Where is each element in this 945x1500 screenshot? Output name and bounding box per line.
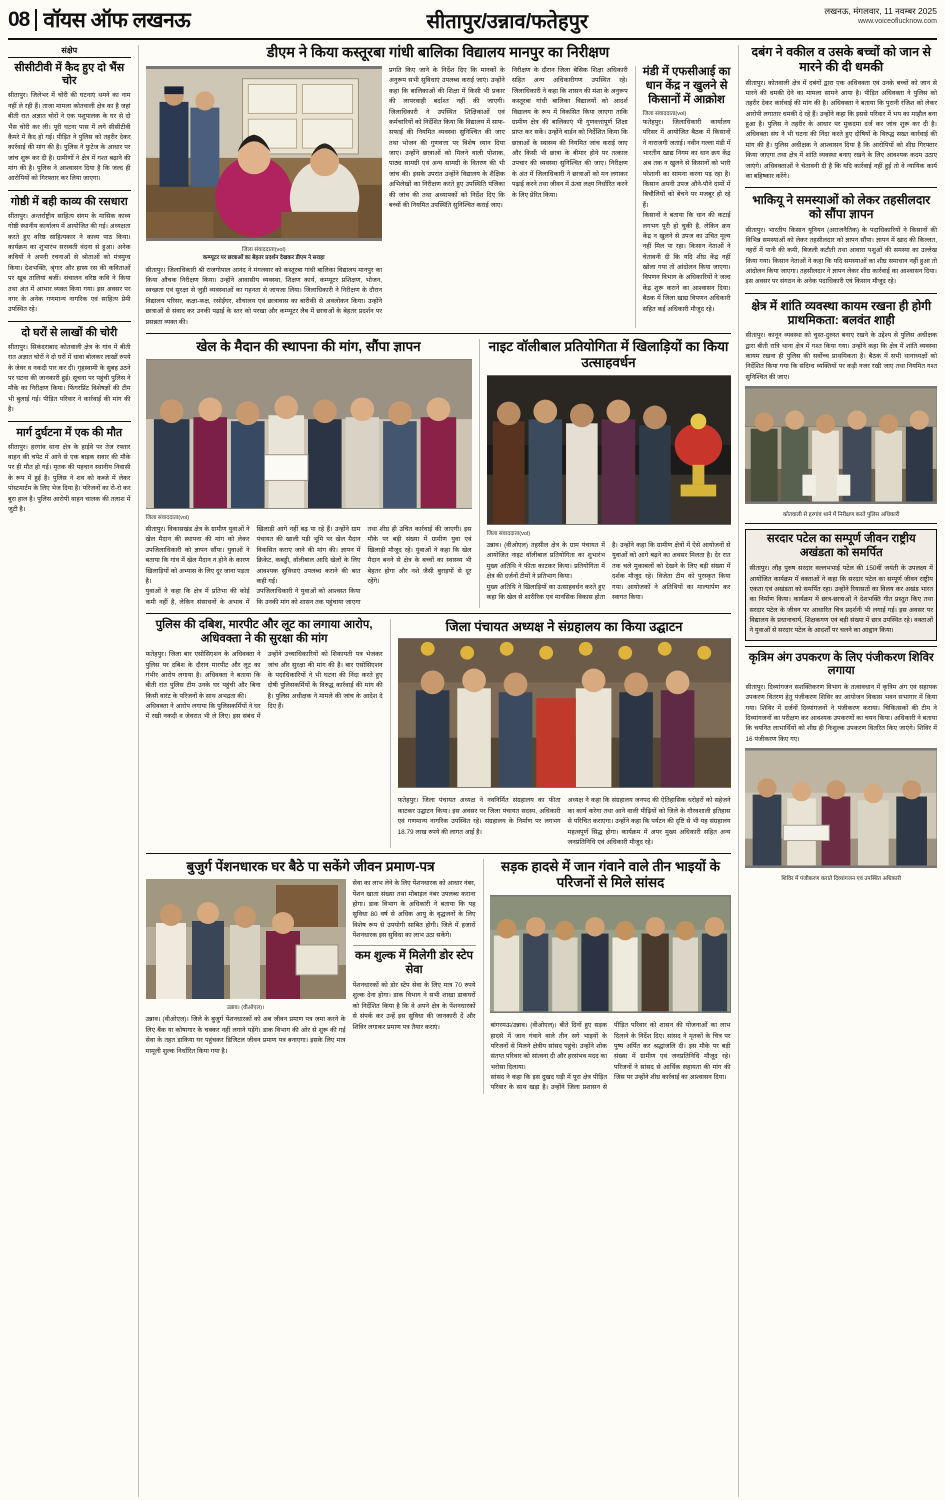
pension-col1: उन्नाव। (वीओएल)। जिले के बुजुर्ग पेंशनधारकों को अब जीवन प्रमाण पत्र जमा करने के लिए बैंक या कोषागार के चक्कर नहीं लगाने पड़ेंगे। डाक विभाग की ओर से शुरू की गई सेवा के तहत डाकिया घर पहुंचकर डिजिटल जीवन प्रमाण पत्र बनाएगा। इसके लिए मात्र मामूली शुल्क निर्धारित किया गया है। <box>145 1016 346 1055</box>
lead-col3: निरीक्षण के दौरान जिला बेसिक शिक्षा अधिकारी सहित अन्य अधिकारीगण उपस्थित रहे। जिलाधिकारी ने कहा कि शासन की मंशा के अनुरूप कस्तूरबा गांधी बालिका विद्यालयों को आदर्श विद्यालय के रूप में विकसित किया जाएगा ताकि ग्रामीण क्षेत्र की बालिकाएं भी गुणवत्तापूर्ण शिक्षा प्राप्त कर सकें। उन्होंने वार्डन को निर्देशित किया कि छात्राओं के स्वास्थ्य की नियमित जांच कराई जाए और किसी भी छात्रा के बीमार होने पर तत्काल उपचार की व्यवस्था सुनिश्चित की जाए। निरीक्षण के अंत में जिलाधिकारी ने छात्राओं को मन लगाकर पढ़ाई करने तथा जीवन में ऊंचा लक्ष्य निर्धारित करने के लिए प्रेरित किया। <box>511 67 628 199</box>
khel-body <box>146 525 472 608</box>
brief-4-headline: मार्ग दुर्घटना में एक की मौत <box>16 426 123 439</box>
brief-3-text: सीतापुर। सिकंदराबाद कोतवाली क्षेत्र के गांव में बीती रात अज्ञात चोरों ने दो घरों में धावा बोलकर लाखों रुपये के जेवर व नकदी पार कर दी। गृहस्वामी के सुबह उठने पर घटना की जानकारी हुई। सूचना पर पहुंची पुलिस ने मौके का निरीक्षण किया। फिंगरप्रिंट विशेषज्ञों की टीम भी बुलाई गई। पीड़ित परिवार ने कार्रवाई की मांग की है। <box>8 343 131 414</box>
right-4-text: सीतापुर। लौह पुरुष सरदार वल्लभभाई पटेल की 150वीं जयंती के उपलक्ष्य में आयोजित कार्यक्रम में वक्ताओं ने कहा कि सरदार पटेल का सम्पूर्ण जीवन राष्ट्रीय एकता एवं अखंडता को समर्पित रहा। उन्होंने रियासतों का विलय कर अखंड भारत का निर्माण किया। कार्यक्रम में छात्र-छात्राओं ने देशभक्ति गीत प्रस्तुत किए तथा सरदार पटेल के जीवन पर आधारित चित्र प्रदर्शनी भी लगाई गई। इस अवसर पर विद्यालय के प्रधानाचार्य, शिक्षकगण एवं बड़ी संख्या में छात्र उपस्थित रहे। वक्ताओं ने युवाओं से सरदार पटेल के आदर्शों पर चलने का आह्वान किया। <box>749 565 933 635</box>
panchayat-body <box>398 796 731 848</box>
lead-col3-block <box>512 66 628 328</box>
pension-sub-divider <box>353 945 476 946</box>
brief-story-1 <box>8 62 131 185</box>
website-url[interactable]: www.voiceoflucknow.com <box>858 18 937 26</box>
volleyball-col1: उन्नाव। (वीओएल) तहसील क्षेत्र के ग्राम पंचायत में आयोजित नाइट वॉलीबाल प्रतियोगिता का शुभारंभ मुख्य अतिथि ने फीता काटकर किया। प्रतियोगिता में क्षेत्र की दर्जनों टीमों ने प्रतिभाग किया। <box>486 542 605 581</box>
pension-top-band <box>146 879 476 1057</box>
brief-1-headline: सीसीटीवी में कैद हुए दो भैंस चोर <box>14 62 125 88</box>
volleyball-story <box>487 339 731 608</box>
right-5-headline: कृत्रिम अंग उपकरण के लिए पंजीकरण शिविर लगाया <box>748 651 934 678</box>
vertical-rule-4 <box>483 859 484 1093</box>
accident-col2: सांसद ने कहा कि इस दुखद घड़ी में पूरा क्षेत्र पीड़ित परिवार के साथ खड़ा है। उन्होंने जिला प्रशासन से पीड़ित परिवार को शासन की योजनाओं का लाभ दिलाने के निर्देश दिए। सांसद ने मृतकों के चित्र पर पुष्प अर्पित कर श्रद्धांजलि दी। इस मौके पर बड़ी संख्या में ग्रामीण एवं जनप्रतिनिधि मौजूद रहे। परिजनों ने सांसद से आर्थिक सहायता की मांग की जिस पर उन्होंने शीघ्र कार्रवाई का आश्वासन दिया। <box>490 1022 731 1092</box>
lead-body-band <box>146 66 731 328</box>
masthead <box>8 6 937 40</box>
khel-photo <box>146 359 472 509</box>
pension-col2-block <box>353 879 476 1057</box>
right-story-1 <box>745 45 937 182</box>
volleyball-headline: नाइट वॉलीबाल प्रतियोगिता में खिलाड़ियों का किया उत्साहवर्धन <box>488 338 729 370</box>
right-4-headline: सरदार पटेल का सम्पूर्ण जीवन राष्ट्रीय अखंडता को समर्पित <box>766 533 916 559</box>
lead-col1: सीतापुर। जिलाधिकारी श्री राजगोपाल आनंद ने मंगलवार को कस्तूरबा गांधी बालिका विद्यालय मानपुर का किया औचक निरीक्षण किया। उन्होंने आवासीय व्यवस्था, शिक्षण कार्य, कम्प्यूटर प्रशिक्षण, भोजन, स्वच्छता एवं सुरक्षा से जुड़ी व्यवस्थाओं का गहनता से जायजा लिया। जिलाधिकारी ने निरीक्षण के दौरान विद्यालय परिसर, कक्षा-कक्ष, रसोईघर, शौचालय एवं छात्रावास का बारीकी से अवलोकन किया। उन्होंने छात्राओं से संवाद कर उनकी पढ़ाई के स्तर को परखा और कम्प्यूटर लैब में छात्राओं के बेहतर प्रदर्शन पर प्रसन्नता व्यक्त की। <box>145 266 383 326</box>
main-column <box>146 45 731 1497</box>
vertical-rule-2 <box>479 339 480 608</box>
panchayat-story <box>398 619 731 848</box>
khel-credit: जिला संवाददाता(vol) <box>145 514 190 521</box>
khel-col3: उपजिलाधिकारी ने युवाओं को आश्वस्त किया कि उनकी मांग को शासन तक पहुंचाया जाएगा तथा शीघ्र ही उचित कार्रवाई की जाएगी। इस मौके पर बड़ी संख्या में ग्रामीण युवा एवं खिलाड़ी मौजूद रहे। युवाओं ने कहा कि खेल मैदान बनने से क्षेत्र के बच्चों का स्वास्थ्य भी बेहतर होगा और नशे जैसी बुराइयों से दूर रहेंगे। <box>256 526 472 606</box>
volleyball-body <box>487 541 731 603</box>
brief-4-text: सीतापुर। हरगांव थाना क्षेत्र के हाईवे पर तेज रफ्तार वाहन की चपेट में आने से एक बाइक सवार की मौके पर ही मौत हो गई। मृतक की पहचान स्थानीय निवासी के रूप में हुई है। पुलिस ने शव को कब्जे में लेकर पोस्टमार्टम के लिए भेज दिया है। परिजनों का रो-रो कर बुरा हाल है। पुलिस आरोपी वाहन चालक की तलाश में जुटी है। <box>8 443 131 513</box>
main-divider-1 <box>146 333 731 334</box>
accident-body <box>490 1021 730 1094</box>
right-2-text: सीतापुर। भारतीय किसान यूनियन (अराजनैतिक) के पदाधिकारियों ने किसानों की विभिन्न समस्याओं को लेकर तहसीलदार को ज्ञापन सौंपा। ज्ञापन में खाद की किल्लत, नहरों में पानी की कमी, बिजली कटौती तथा आवारा पशुओं की समस्या का उल्लेख किया गया। किसान नेताओं ने कहा कि यदि समस्याओं का शीघ्र समाधान नहीं हुआ तो आंदोलन किया जाएगा। तहसीलदार ने ज्ञापन लेकर शीघ्र कार्रवाई का आश्वासन दिया। इस अवसर पर संगठन के अनेक पदाधिकारी एवं किसान मौजूद रहे। <box>745 226 937 286</box>
volleyball-col2: मुख्य अतिथि ने खिलाड़ियों का उत्साहवर्धन करते हुए कहा कि खेल से शारीरिक एवं मानसिक विकास होता है। उन्होंने कहा कि ग्रामीण क्षेत्रों में ऐसे आयोजनों से युवाओं को आगे बढ़ने का अवसर मिलता है। देर रात तक चले मुकाबलों को देखने के लिए बड़ी संख्या में दर्शक मौजूद रहे। विजेता टीम को पुरस्कृत किया गया। आयोजकों ने अतिथियों का माल्यार्पण कर स्वागत किया। <box>486 542 731 601</box>
vertical-rule-lead <box>635 66 636 328</box>
police-panchayat-band <box>146 619 731 848</box>
right-3-caption: कोतवाली से हरगांव थाने में निरीक्षण करते पुलिस अधिकारी <box>783 512 900 518</box>
accident-photo <box>490 895 730 1013</box>
panchayat-col2: अध्यक्ष ने कहा कि संग्रहालय जनपद की ऐतिहासिक धरोहरों को सहेजने का कार्य करेगा तथा आने वाली पीढ़ियों को जिले के गौरवशाली इतिहास से परिचित कराएगा। उन्होंने कहा कि पर्यटन की दृष्टि से भी यह संग्रहालय महत्वपूर्ण सिद्ध होगा। कार्यक्रम में अपर मुख्य अधिकारी सहित अन्य जनप्रतिनिधि एवं अधिकारी मौजूद रहे। <box>567 797 731 846</box>
lead-photo <box>146 66 383 241</box>
main-divider-2 <box>146 613 731 614</box>
brief-2-text: सीतापुर। अन्तर्राष्ट्रीय साहित्य संगम के मासिक काव्य गोष्ठी स्थानीय कार्यालय में आयोजित की गई। अध्यक्षता करते हुए वरिष्ठ साहित्यकार ने काव्य पाठ किया। कार्यक्रम का शुभारंभ सरस्वती वंदना से हुआ। अनेक कवियों ने अपनी रचनाओं से श्रोताओं को मंत्रमुग्ध किया। देशभक्ति, श्रृंगार और हास्य रस की कविताओं पर खूब तालियां बजीं। संचालन वरिष्ठ कवि ने किया तथा अंत में आभार व्यक्त किया गया। इस अवसर पर नगर के अनेक गणमान्य नागरिक एवं साहित्य प्रेमी उपस्थित रहे। <box>8 212 131 314</box>
right-5-caption: शिविर में पंजीकरण कराते दिव्यांगजन एवं उपस्थित अधिकारी <box>781 876 902 883</box>
mandi-story <box>643 66 731 328</box>
right-divider-2 <box>745 293 937 294</box>
lead-headline: डीएम ने किया कस्तूरबा गांधी बालिका विद्यालय मानपुर का निरीक्षण <box>266 45 610 61</box>
vertical-rule-1 <box>138 45 139 1497</box>
accident-headline: सड़क हादसे में जान गंवाने वाले तीन भाइयों के परिजनों से मिले सांसद <box>500 859 720 891</box>
lead-col2-block <box>389 66 505 328</box>
masthead-right <box>824 6 937 27</box>
mandi-col1: फतेहपुर। जिलाधिकारी कार्यालय परिसर में आयोजित बैठक में किसानों ने नाराजगी जताई। नवीन गल्ला मंडी में भारतीय खाद्य निगम का धान क्रय केंद्र अब तक न खुलने से किसानों को भारी परेशानी का सामना करना पड़ रहा है। किसान अपनी उपज औने-पौने दामों में बिचौलियों को बेचने पर मजबूर हो रहे हैं। <box>642 118 731 209</box>
publication-title: वॉयस ऑफ लखनऊ <box>43 9 191 32</box>
left-divider-2 <box>8 321 131 322</box>
vertical-rule-5 <box>738 45 739 1497</box>
right-column <box>745 45 937 1497</box>
khel-col2: युवाओं ने कहा कि क्षेत्र में प्रतिभा की कोई कमी नहीं है, लेकिन संसाधनों के अभाव में खिलाड़ी आगे नहीं बढ़ पा रहे हैं। उन्होंने ग्राम पंचायत की खाली पड़ी भूमि पर खेल मैदान विकसित कराए जाने की मांग की। ज्ञापन में क्रिकेट, कबड्डी, वॉलीबाल आदि खेलों के लिए आवश्यक सुविधाएं उपलब्ध कराने की बात कही गई। <box>145 526 361 606</box>
pension-caption: उन्नाव। (वीओएल)। <box>226 1005 265 1012</box>
right-story-3 <box>745 299 937 518</box>
mandi-headline: मंडी में एफसीआई का धान केंद्र न खुलने से किसानों में आक्रोश <box>642 66 731 106</box>
lead-photo-caption: कम्प्यूटर पर छात्राओं का बेहतर प्रदर्शन देखकर डीएम ने सराहा <box>202 255 325 262</box>
lead-col2: प्रगति किए जाने के निर्देश दिए कि मानकों के अनुरूप सभी सुविधाएं उपलब्ध कराई जाएं। उन्होंने कहा कि बालिकाओं की शिक्षा में किसी भी प्रकार की लापरवाही बर्दाश्त नहीं की जाएगी। जिलाधिकारी ने उपस्थित शिक्षिकाओं एवं कर्मचारियों को निर्देशित किया कि विद्यालय में साफ-सफाई की नियमित व्यवस्था सुनिश्चित की जाए तथा भोजन की गुणवत्ता पर विशेष ध्यान दिया जाए। उन्होंने छात्राओं को मिलने वाली पोशाक, पाठ्य सामग्री एवं अन्य सामग्री के वितरण की भी जांच की। इसके उपरांत उन्होंने विद्यालय के शैक्षिक अभिलेखों का निरीक्षण करते हुए उपस्थिति पंजिका की जांच की तथा अध्यापकों को निर्देश दिए कि बच्चों की नियमित उपस्थिति सुनिश्चित कराई जाए। <box>389 67 505 209</box>
masthead-divider <box>35 9 37 31</box>
left-divider-1 <box>8 190 131 191</box>
pension-photo-block <box>146 879 346 1057</box>
police-col2: अधिवक्ता ने आरोप लगाया कि पुलिसकर्मियों ने घर में रखी नकदी व जेवरात भी ले लिए। इस संबंध में उन्होंने उच्चाधिकारियों को शिकायती पत्र भेजकर जांच और सुरक्षा की मांग की है। बार एसोसिएशन के पदाधिकारियों ने भी घटना की निंदा करते हुए दोषी पुलिसकर्मियों के विरुद्ध कार्रवाई की मांग की है। पुलिस अधीक्षक ने मामले की जांच के आदेश दे दिए हैं। <box>145 651 383 721</box>
main-divider-3 <box>146 853 731 854</box>
right-divider-4 <box>745 646 937 647</box>
brief-story-3 <box>8 327 131 416</box>
brief-story-4 <box>8 427 131 516</box>
right-1-text: सीतापुर। कोतवाली क्षेत्र में दबंगों द्वारा एक अधिवक्ता एवं उनके बच्चों को जान से मारने की धमकी देने का मामला सामने आया है। पीड़ित अधिवक्ता ने पुलिस को तहरीर देकर कार्रवाई की मांग की है। अधिवक्ता ने बताया कि पुरानी रंजिश को लेकर आरोपी लगातार धमकी दे रहे हैं। उन्होंने कहा कि इससे परिवार में भय का माहौल बना हुआ है। पुलिस ने तहरीर के आधार पर मुकदमा दर्ज कर जांच शुरू कर दी है। अधिवक्ता संघ ने भी घटना की निंदा करते हुए दोषियों के विरुद्ध सख्त कार्रवाई की मांग की है। पुलिस अधीक्षक ने आश्वासन दिया है कि आरोपियों को शीघ्र गिरफ्तार किया जाएगा तथा क्षेत्र में शांति व्यवस्था बनाए रखने के लिए आवश्यक कदम उठाए जाएंगे। अधिवक्ताओं ने चेतावनी दी है कि यदि कार्रवाई नहीं हुई तो वे न्यायिक कार्य का बहिष्कार करेंगे। <box>745 79 937 180</box>
right-5-photo <box>745 748 937 868</box>
right-2-headline: भाकियू ने समस्याओं को लेकर तहसीलदार को सौंपा ज्ञापन <box>752 193 931 222</box>
edition-names: सीतापुर/उन्नाव/फतेहपुर <box>426 11 589 33</box>
masthead-left <box>8 6 190 34</box>
panchayat-col1: फतेहपुर। जिला पंचायत अध्यक्ष ने नवनिर्मित संग्रहालय का फीता काटकर उद्घाटन किया। इस अवसर पर जिला पंचायत सदस्य, अधिकारी एवं गणमान्य नागरिक उपस्थित रहे। संग्रहालय के निर्माण पर लगभग 18.79 लाख रुपये की लागत आई है। <box>397 797 561 836</box>
left-divider-3 <box>8 421 131 422</box>
right-3-photo <box>745 386 937 504</box>
police-body <box>146 650 383 723</box>
mandi-credit: जिला संवाददाता(vol) <box>642 110 687 117</box>
place-date: लखनऊ, मंगलवार, 11 नवम्बर 2025 <box>824 6 937 16</box>
volleyball-credit: जिला संवाददाता(vol) <box>486 530 531 537</box>
panchayat-headline: जिला पंचायत अध्यक्ष ने संग्रहालय का किया उद्घाटन <box>445 619 683 635</box>
police-col1: फतेहपुर। जिला बार एसोसिएशन के अधिवक्ता ने पुलिस पर दबिश के दौरान मारपीट और लूट का गंभीर आरोप लगाया है। अधिवक्ता ने बताया कि बीती रात पुलिस टीम उनके घर पहुंची और बिना किसी वारंट के परिजनों के साथ अभद्रता की। <box>145 651 261 700</box>
right-story-2 <box>745 193 937 288</box>
pension-accident-band <box>146 859 731 1093</box>
khel-story <box>146 339 472 608</box>
right-divider-3 <box>745 523 937 524</box>
right-3-headline: क्षेत्र में शांति व्यवस्था कायम रखना ही होगी प्राथमिकता: बलवंत शाही <box>751 298 932 327</box>
right-story-4 <box>745 529 937 641</box>
left-kicker: संक्षेप <box>8 45 131 58</box>
accident-col1: बांगरमऊ/उन्नाव। (वीओएल)। बीते दिनों हुए सड़क हादसे में जान गंवाने वाले तीन सगे भाइयों के परिजनों से मिलने क्षेत्रीय सांसद पहुंचे। उन्होंने शोक संतप्त परिवार को सांत्वना दी और हरसंभव मदद का भरोसा दिलाया। <box>490 1022 607 1071</box>
page-number: 08 <box>8 8 30 31</box>
right-story-5 <box>745 652 937 882</box>
brief-2-headline: गोष्ठी में बही काव्य की रसधारा <box>10 195 128 208</box>
lead-photo-block <box>146 66 383 328</box>
pension-headline: बुजुर्ग पेंशनधारक घर बैठे पा सकेंगे जीवन प्रमाण-पत्र <box>186 859 435 875</box>
right-3-text: सीतापुर। कानून व्यवस्था को चुस्त-दुरुस्त बनाए रखने के उद्देश्य से पुलिस अधीक्षक द्वारा बीती रात्रि थाना क्षेत्र में गश्त किया गया। उन्होंने कहा कि क्षेत्र में शांति व्यवस्था कायम रखना ही पुलिस की सर्वोच्च प्राथमिकता है। बैठक में सभी थानाध्यक्षों को निर्देशित किया गया कि संदिग्ध व्यक्तियों पर कड़ी नजर रखी जाए तथा नियमित गश्त सुनिश्चित की जाए। <box>745 332 937 381</box>
khel-headline: खेल के मैदान की स्थापना की मांग, सौंपा ज्ञापन <box>196 338 421 354</box>
sports-band <box>146 339 731 608</box>
police-story <box>146 619 383 848</box>
brief-story-2 <box>8 196 131 316</box>
accident-story <box>490 859 730 1093</box>
vertical-rule-3 <box>390 619 391 848</box>
page-columns <box>8 45 937 1497</box>
pension-sub-text: पेंशनधारकों को डोर स्टेप सेवा के लिए मात्र 70 रुपये शुल्क देना होगा। डाक विभाग ने सभी शाखा डाकघरों को निर्देशित किया है कि वे अपने क्षेत्र के पेंशनधारकों से संपर्क कर उन्हें इस सुविधा की जानकारी दें और शिविर लगाकर प्रमाण पत्र तैयार कराएं। <box>352 982 476 1031</box>
right-divider-1 <box>745 187 937 188</box>
brief-3-headline: दो घरों से लाखों की चोरी <box>21 326 118 339</box>
right-5-text: सीतापुर। दिव्यांगजन सशक्तिकरण विभाग के तत्वावधान में कृत्रिम अंग एवं सहायक उपकरण वितरण हेतु पंजीकरण शिविर का आयोजन विकास भवन सभागार में किया गया। शिविर में दर्जनों दिव्यांगजनों ने पंजीकरण कराया। चिकित्सकों की टीम ने दिव्यांगजनों का परीक्षण कर आवश्यक उपकरणों का चयन किया। अधिकारी ने बताया कि चयनित लाभार्थियों को शीघ्र ही निःशुल्क उपकरण वितरित किए जाएंगे। शिविर में 16 पंजीकरण किए गए। <box>745 683 937 743</box>
right-1-headline: दबंग ने वकील व उसके बच्चों को जान से मारने की दी धमकी <box>751 45 931 74</box>
pension-sub-headline: कम शुल्क में मिलेगी डोर स्टेप सेवा <box>354 950 474 977</box>
police-headline: पुलिस की दबिश, मारपीट और लूट का लगाया आरोप, अधिवक्ता ने की सुरक्षा की मांग <box>155 619 373 645</box>
pension-story <box>146 859 476 1093</box>
mandi-col2: किसानों ने बताया कि धान की कटाई लगभग पूरी हो चुकी है, लेकिन क्रय केंद्र न खुलने से उपज का उचित मूल्य नहीं मिल पा रहा। किसान नेताओं ने चेतावनी दी कि यदि शीघ्र केंद्र नहीं खोला गया तो आंदोलन किया जाएगा। विपणन विभाग के अधिकारियों ने जल्द केंद्र शुरू कराने का आश्वासन दिया। बैठक में जिला खाद्य विपणन अधिकारी सहित कई अधिकारी मौजूद रहे। <box>642 212 731 313</box>
panchayat-photo <box>398 638 731 788</box>
left-column <box>8 45 131 1497</box>
khel-col1: सीतापुर। विकासखंड क्षेत्र के ग्रामीण युवाओं ने खेल मैदान की स्थापना की मांग को लेकर उपजिलाधिकारी को ज्ञापन सौंपा। युवाओं ने बताया कि गांव में खेल मैदान न होने के कारण खिलाड़ियों को अभ्यास के लिए दूर जाना पड़ता है। <box>145 526 250 585</box>
pension-photo <box>146 879 346 999</box>
pension-col2: सेवा का लाभ लेने के लिए पेंशनधारक को आधार नंबर, पेंशन खाता संख्या तथा मोबाइल नंबर उपलब्ध कराना होगा। डाक विभाग के अधिकारी ने बताया कि यह सुविधा 80 वर्ष से अधिक आयु के वृद्धजनों के लिए विशेष रूप से उपयोगी साबित होगी। जिले में हजारों पेंशनधारक इस सुविधा का लाभ उठा सकेंगे। <box>352 880 476 940</box>
lead-photo-credit: जिला संवाददाता(vol) <box>241 247 286 254</box>
volleyball-photo <box>487 375 731 525</box>
brief-1-text: सीतापुर। जिलेभर में चोरी की घटनाएं थमने का नाम नहीं ले रही हैं। ताजा मामला कोतवाली क्षेत्र का है जहां बीती रात अज्ञात चोरों ने एक पशुपालक के घर से दो भैंस चोरी कर ली। पूरी घटना पास में लगे सीसीटीवी कैमरे में कैद हो गई। पीड़ित ने पुलिस को तहरीर देकर कार्रवाई की मांग की है। पुलिस ने फुटेज के आधार पर जांच शुरू कर दी है। ग्रामीणों ने क्षेत्र में गश्त बढ़ाने की मांग की है। पुलिस ने आश्वासन दिया है कि जल्द ही आरोपियों को गिरफ्तार कर लिया जाएगा। <box>8 92 131 183</box>
lead-story <box>146 45 731 328</box>
